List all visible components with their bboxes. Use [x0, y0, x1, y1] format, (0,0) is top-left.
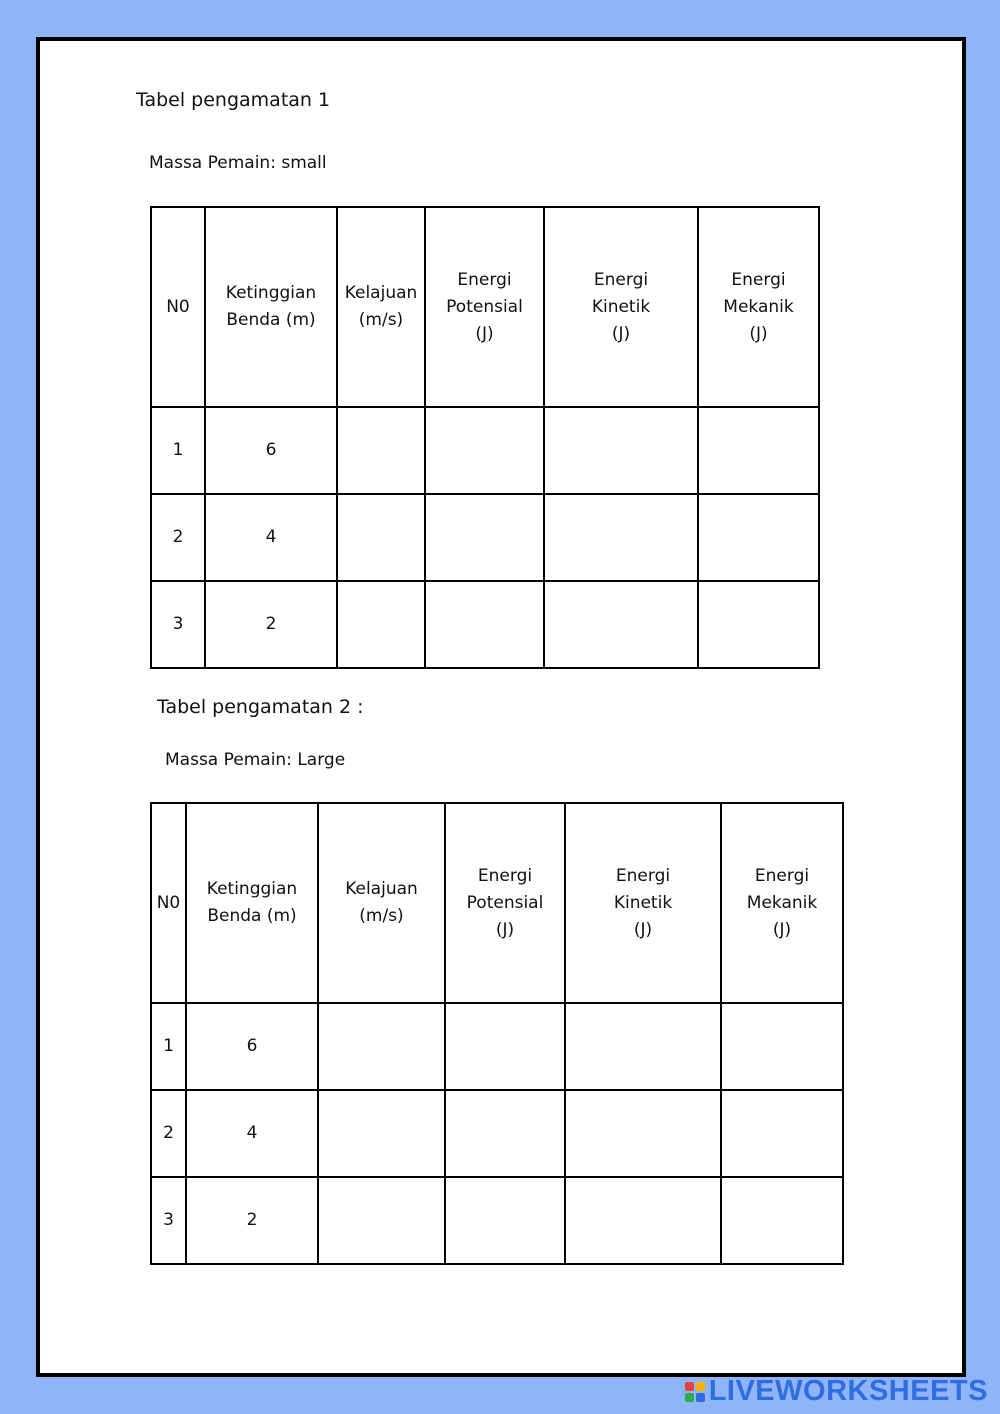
cell-speed-input[interactable]	[318, 1177, 445, 1264]
cell-mechanical-input[interactable]	[698, 494, 819, 581]
table-row	[151, 1090, 843, 1177]
header-potential-energy: Energi Potensial (J)	[445, 803, 565, 1003]
cell-potential-input[interactable]	[425, 407, 544, 494]
cell-speed-input[interactable]	[318, 1090, 445, 1177]
cell-no: 1	[151, 407, 205, 494]
table1-title: Tabel pengamatan 1	[136, 89, 331, 111]
cell-kinetic-input[interactable]	[565, 1090, 721, 1177]
cell-mechanical-input[interactable]	[698, 581, 819, 668]
brand-name: LIVEWORKSHEETS	[708, 1375, 988, 1407]
cell-potential-input[interactable]	[425, 581, 544, 668]
table-row	[151, 1177, 843, 1264]
logo-tile-red	[685, 1382, 694, 1391]
cell-speed-input[interactable]	[337, 494, 425, 581]
cell-speed-input[interactable]	[318, 1003, 445, 1090]
cell-kinetic-input[interactable]	[544, 581, 698, 668]
table2-mass-label: Massa Pemain: Large	[165, 750, 346, 770]
liveworksheets-watermark[interactable]	[685, 1375, 988, 1408]
cell-height: 6	[186, 1003, 318, 1090]
table2-title: Tabel pengamatan 2 :	[157, 696, 364, 718]
table-row	[151, 1003, 843, 1090]
cell-kinetic-input[interactable]	[565, 1177, 721, 1264]
cell-speed-input[interactable]	[337, 581, 425, 668]
cell-no: 2	[151, 494, 205, 581]
table-row	[151, 407, 819, 494]
logo-tile-yellow	[696, 1382, 705, 1391]
cell-no: 1	[151, 1003, 186, 1090]
observation-table-1	[150, 206, 820, 669]
cell-no: 3	[151, 581, 205, 668]
table-row	[151, 581, 819, 668]
cell-height: 6	[205, 407, 337, 494]
header-kinetic-energy: Energi Kinetik (J)	[544, 207, 698, 407]
cell-no: 3	[151, 1177, 186, 1264]
header-speed: Kelajuan (m/s)	[337, 207, 425, 407]
cell-height: 4	[205, 494, 337, 581]
cell-mechanical-input[interactable]	[721, 1003, 843, 1090]
logo-tile-green	[685, 1393, 694, 1402]
liveworksheets-logo-icon	[685, 1382, 705, 1402]
header-speed: Kelajuan (m/s)	[318, 803, 445, 1003]
header-mechanical-energy: Energi Mekanik (J)	[721, 803, 843, 1003]
header-no: N0	[151, 803, 186, 1003]
cell-height: 4	[186, 1090, 318, 1177]
cell-height: 2	[205, 581, 337, 668]
cell-potential-input[interactable]	[425, 494, 544, 581]
header-mechanical-energy: Energi Mekanik (J)	[698, 207, 819, 407]
cell-kinetic-input[interactable]	[544, 407, 698, 494]
cell-no: 2	[151, 1090, 186, 1177]
table-row	[151, 494, 819, 581]
table-header-row	[151, 207, 819, 407]
cell-kinetic-input[interactable]	[565, 1003, 721, 1090]
header-height: Ketinggian Benda (m)	[205, 207, 337, 407]
header-no: N0	[151, 207, 205, 407]
cell-kinetic-input[interactable]	[544, 494, 698, 581]
header-kinetic-energy: Energi Kinetik (J)	[565, 803, 721, 1003]
cell-mechanical-input[interactable]	[698, 407, 819, 494]
cell-potential-input[interactable]	[445, 1090, 565, 1177]
observation-table-2	[150, 802, 844, 1265]
table-header-row	[151, 803, 843, 1003]
cell-potential-input[interactable]	[445, 1003, 565, 1090]
worksheet-page	[36, 37, 966, 1377]
header-height: Ketinggian Benda (m)	[186, 803, 318, 1003]
cell-mechanical-input[interactable]	[721, 1177, 843, 1264]
cell-speed-input[interactable]	[337, 407, 425, 494]
logo-tile-blue	[696, 1393, 705, 1402]
cell-height: 2	[186, 1177, 318, 1264]
table1-mass-label: Massa Pemain: small	[149, 153, 327, 173]
header-potential-energy: Energi Potensial (J)	[425, 207, 544, 407]
cell-potential-input[interactable]	[445, 1177, 565, 1264]
cell-mechanical-input[interactable]	[721, 1090, 843, 1177]
